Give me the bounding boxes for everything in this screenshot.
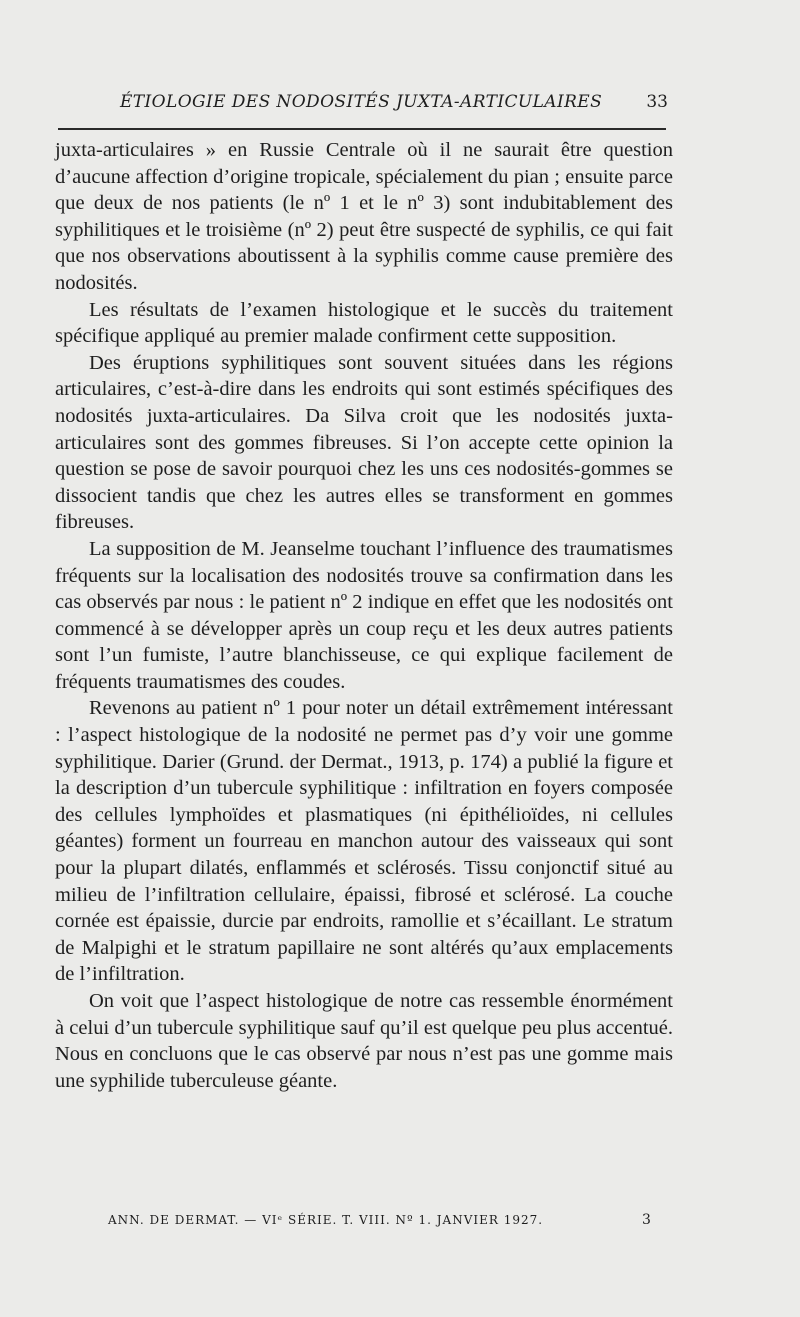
paragraph: Les résultats de l’examen histologique et le succès du traitement spécifique appliqué au premier malade confirment cette supposition. [55, 298, 673, 348]
running-title: ÉTIOLOGIE DES NODOSITÉS JUXTA-ARTICULAIRES [120, 92, 603, 112]
paragraph: Des éruptions syphilitiques sont souvent situées dans les régions articulaires, c’est-à-dire dans les endroits qui sont estimés spécifiques des nodosités juxta-articulaires. Da Silva croit que les nodosités juxta-articulaires sont des gommes fibreuses. Si l’on accepte cette opinion la question se pose de savoir pourquoi chez les uns ces nodosités-gommes se dissocient tandis que chez les autres elles se transforment en gommes fibreuses. [55, 351, 673, 534]
body-text [55, 137, 673, 1094]
signature-mark: 3 [642, 1212, 651, 1228]
paragraph: juxta-articulaires » en Russie Centrale où il ne saurait être question d’aucune affection d’origine tropicale, spécialement du pian ; ensuite parce que deux de nos patients (le nº 1 et le nº 3) sont indubitablement des syphilitiques et le troisième (nº 2) peut être suspecté de syphilis, ce qui fait que nos observations aboutissent à la syphilis comme cause première des nodosités. [55, 139, 673, 294]
paragraph: Revenons au patient nº 1 pour noter un détail extrêmement intéressant : l’aspect histologique de la nodosité ne permet pas d’y voir une gomme syphilitique. Darier (Grund. der Dermat., 1913, p. 174) a publié la figure et la description d’un tubercule syphilitique : infiltration en foyers composée des cellules lymphoïdes et plasmatiques (ni épithélioïdes, ni cellules géantes) forment un fourreau en manchon autour des vaisseaux qui sont pour la plupart dilatés, enflammés et sclérosés. Tissu conjonctif situé au milieu de l’infiltration cellulaire, épaissi, fibrosé et sclérosé. La couche cornée est épaissie, durcie par endroits, ramollie et s’écaillant. Le stratum de Malpighi et le stratum papillaire ne sont altérés qu’aux emplacements de l’infiltration. [55, 697, 673, 986]
running-header [58, 92, 674, 116]
page-number: 33 [646, 92, 668, 112]
journal-footer: ANN. DE DERMAT. — VIᵉ SÉRIE. T. VIII. Nº 1. JANVIER 1927. [108, 1213, 544, 1227]
paragraph: La supposition de M. Jeanselme touchant l’influence des traumatismes fréquents sur la localisation des nodosités trouve sa confirmation dans les cas observés par nous : le patient nº 2 indique en effet que les nodosités ont commencé à se développer après un coup reçu et les deux autres patients sont l’un fumiste, l’autre blanchisseuse, ce qui explique facilement de fréquents traumatismes des coudes. [55, 537, 673, 693]
header-rule [58, 128, 666, 130]
paragraph: On voit que l’aspect histologique de notre cas ressemble énormément à celui d’un tubercule syphilitique sauf qu’il est quelque peu plus accentué. Nous en concluons que le cas observé par nous n’est pas une gomme mais une syphilide tuberculeuse géante. [55, 990, 673, 1092]
